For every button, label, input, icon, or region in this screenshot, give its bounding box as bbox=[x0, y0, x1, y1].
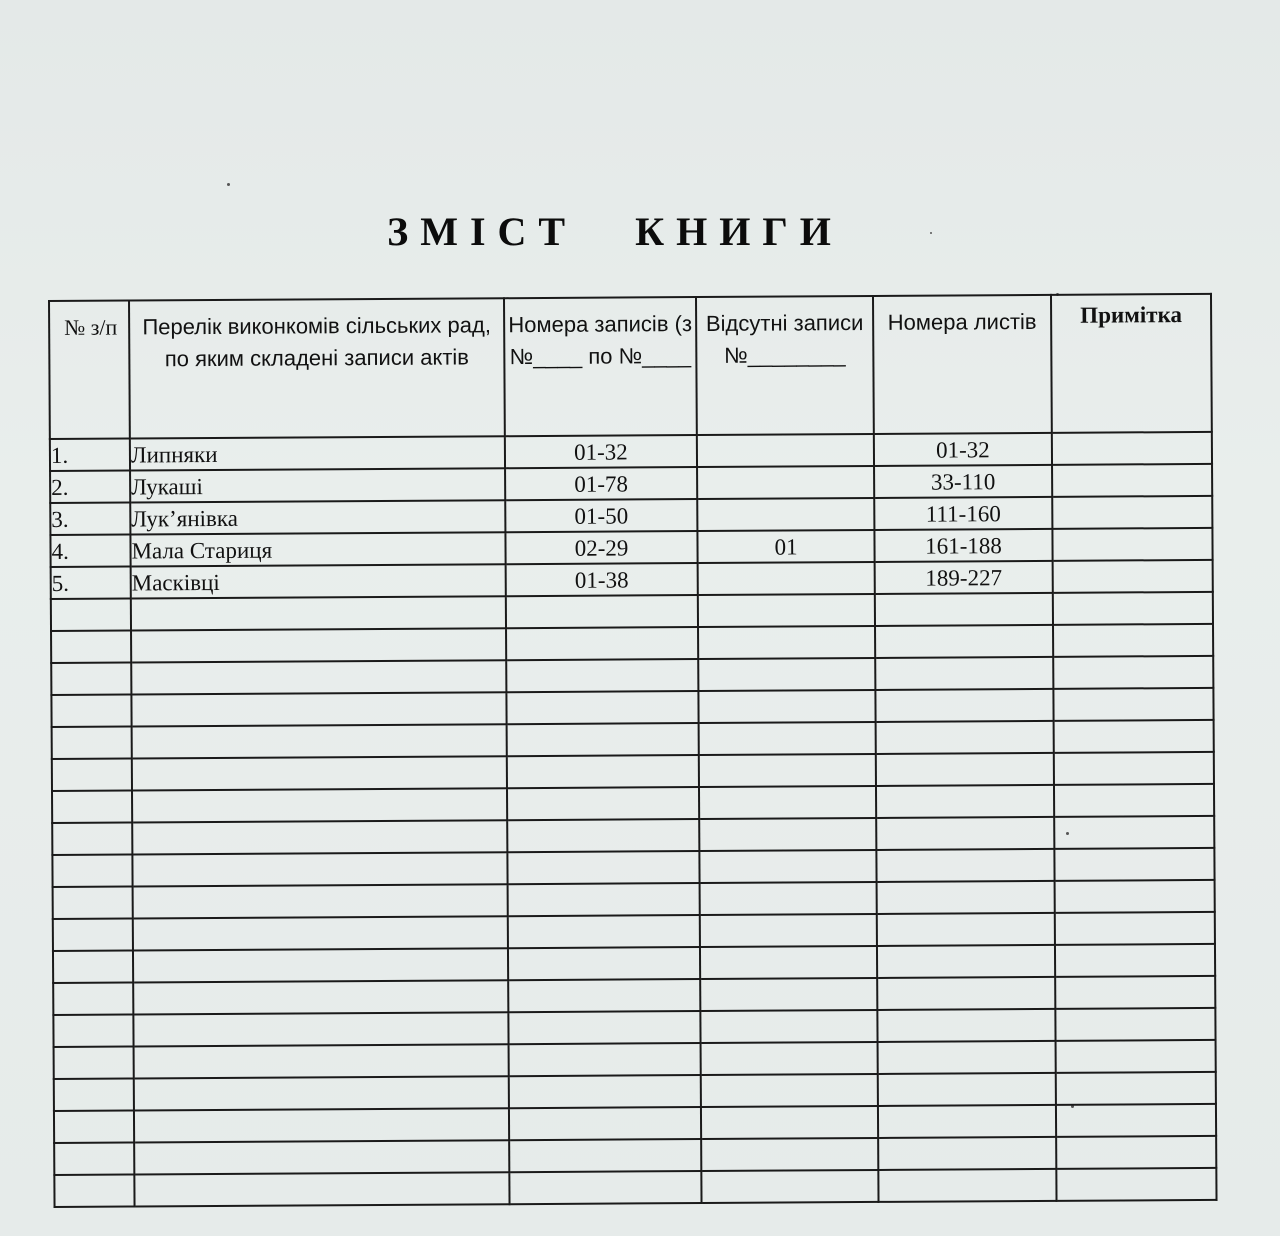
empty-cell bbox=[53, 886, 133, 918]
header-council-list: Перелік виконкомів сільських рад, по яким складені записи актів bbox=[129, 298, 505, 438]
empty-cell bbox=[132, 724, 507, 758]
empty-cell bbox=[701, 1074, 878, 1107]
empty-cell bbox=[700, 978, 877, 1011]
row-number: 5. bbox=[51, 567, 131, 599]
empty-cell bbox=[1054, 848, 1214, 881]
missing-records: 01 bbox=[697, 530, 874, 563]
empty-cell bbox=[54, 1174, 134, 1206]
empty-cell bbox=[133, 1012, 508, 1046]
empty-cell bbox=[508, 1011, 700, 1044]
empty-cell bbox=[1054, 752, 1214, 785]
empty-cell bbox=[506, 659, 698, 692]
empty-cell bbox=[699, 754, 876, 787]
empty-cell bbox=[875, 625, 1053, 658]
header-note: Примітка bbox=[1051, 294, 1212, 433]
empty-cell bbox=[876, 849, 1054, 882]
empty-cell bbox=[508, 947, 700, 980]
empty-cell bbox=[1054, 720, 1214, 753]
empty-cell bbox=[701, 1106, 878, 1139]
council-name: Лукаші bbox=[130, 468, 505, 502]
empty-cell bbox=[51, 694, 131, 726]
document-title: ЗМІСТ КНИГИ bbox=[387, 209, 843, 254]
empty-cell bbox=[133, 884, 508, 918]
empty-cell bbox=[53, 1014, 133, 1046]
empty-cell bbox=[876, 817, 1054, 850]
record-range: 01-32 bbox=[505, 435, 697, 468]
missing-records bbox=[697, 498, 874, 531]
empty-cell bbox=[876, 721, 1054, 754]
council-name: Мала Стариця bbox=[130, 532, 505, 566]
note-cell bbox=[1052, 496, 1212, 529]
row-number: 2. bbox=[50, 471, 130, 503]
empty-cell bbox=[1053, 624, 1213, 657]
empty-cell bbox=[1055, 1008, 1215, 1041]
empty-cell bbox=[700, 1010, 877, 1043]
empty-cell bbox=[1055, 976, 1215, 1009]
empty-cell bbox=[699, 818, 876, 851]
row-number: 3. bbox=[50, 503, 130, 535]
empty-cell bbox=[700, 946, 877, 979]
empty-cell bbox=[1053, 656, 1213, 689]
empty-cell bbox=[134, 1140, 509, 1174]
empty-cell bbox=[54, 1046, 134, 1078]
missing-records bbox=[697, 434, 874, 467]
empty-cell bbox=[54, 1142, 134, 1174]
record-range: 01-38 bbox=[506, 563, 698, 596]
empty-cell bbox=[131, 660, 506, 694]
empty-cell bbox=[507, 819, 699, 852]
header-record-numbers: Номера записів (з №____ по №____ bbox=[504, 297, 697, 436]
empty-cell bbox=[876, 785, 1054, 818]
note-cell bbox=[1052, 528, 1212, 561]
empty-cell bbox=[132, 820, 507, 854]
empty-cell bbox=[1056, 1040, 1216, 1073]
empty-cell bbox=[133, 948, 508, 982]
empty-cell bbox=[509, 1171, 701, 1204]
empty-cell bbox=[1054, 784, 1214, 817]
table-header-row bbox=[49, 294, 1212, 439]
table-body bbox=[50, 432, 1217, 1207]
empty-cell bbox=[1055, 880, 1215, 913]
empty-cell bbox=[699, 850, 876, 883]
empty-cell bbox=[52, 822, 132, 854]
empty-cell bbox=[133, 916, 508, 950]
empty-cell bbox=[53, 950, 133, 982]
empty-cell bbox=[54, 1110, 134, 1142]
empty-cell bbox=[506, 627, 698, 660]
paper-speck bbox=[227, 183, 230, 186]
empty-cell bbox=[1056, 1136, 1216, 1169]
empty-cell bbox=[506, 595, 698, 628]
empty-cell bbox=[52, 854, 132, 886]
empty-cell bbox=[878, 1137, 1056, 1170]
page-range: 161-188 bbox=[874, 529, 1052, 562]
note-cell bbox=[1053, 560, 1213, 593]
empty-cell bbox=[131, 692, 506, 726]
empty-cell bbox=[877, 977, 1055, 1010]
empty-cell bbox=[700, 914, 877, 947]
empty-cell bbox=[53, 982, 133, 1014]
header-number: № з/п bbox=[49, 301, 130, 439]
record-range: 02-29 bbox=[505, 531, 697, 564]
empty-cell bbox=[509, 1043, 701, 1076]
empty-cell bbox=[875, 593, 1053, 626]
empty-cell bbox=[701, 1042, 878, 1075]
empty-cell bbox=[509, 1075, 701, 1108]
empty-cell bbox=[509, 1139, 701, 1172]
empty-cell bbox=[51, 630, 131, 662]
council-name: Масківці bbox=[131, 564, 506, 598]
empty-cell bbox=[508, 883, 700, 916]
empty-cell bbox=[698, 626, 875, 659]
empty-cell bbox=[698, 594, 875, 627]
empty-cell bbox=[1054, 816, 1214, 849]
record-range: 01-50 bbox=[505, 499, 697, 532]
page-range: 189-227 bbox=[875, 561, 1053, 594]
empty-cell bbox=[508, 915, 700, 948]
empty-cell bbox=[508, 979, 700, 1012]
empty-cell bbox=[875, 657, 1053, 690]
empty-cell bbox=[878, 1073, 1056, 1106]
empty-cell bbox=[1056, 1168, 1216, 1201]
empty-cell bbox=[507, 723, 699, 756]
empty-cell bbox=[1055, 944, 1215, 977]
empty-cell bbox=[877, 1009, 1055, 1042]
empty-cell bbox=[701, 1170, 878, 1203]
empty-cell bbox=[1056, 1072, 1216, 1105]
page-range: 111-160 bbox=[874, 497, 1052, 530]
note-cell bbox=[1052, 464, 1212, 497]
empty-cell bbox=[1053, 688, 1213, 721]
missing-records bbox=[697, 466, 874, 499]
empty-cell bbox=[52, 758, 132, 790]
empty-cell bbox=[877, 913, 1055, 946]
page-range: 01-32 bbox=[874, 433, 1052, 466]
empty-cell bbox=[132, 852, 507, 886]
empty-cell bbox=[134, 1076, 509, 1110]
empty-cell bbox=[698, 690, 875, 723]
empty-cell bbox=[876, 753, 1054, 786]
empty-cell bbox=[53, 918, 133, 950]
council-name: Лук’янівка bbox=[130, 500, 505, 534]
contents-table bbox=[48, 293, 1218, 1208]
row-number: 1. bbox=[50, 439, 130, 471]
empty-cell bbox=[699, 786, 876, 819]
empty-cell bbox=[507, 851, 699, 884]
page-range: 33-110 bbox=[874, 465, 1052, 498]
empty-cell bbox=[1053, 592, 1213, 625]
header-missing-records: Відсутні записи №________ bbox=[696, 296, 874, 435]
empty-cell bbox=[52, 726, 132, 758]
note-cell bbox=[1052, 432, 1212, 465]
empty-cell bbox=[51, 662, 131, 694]
empty-cell bbox=[701, 1138, 878, 1171]
empty-cell bbox=[134, 1044, 509, 1078]
empty-cell bbox=[52, 790, 132, 822]
record-range: 01-78 bbox=[505, 467, 697, 500]
empty-cell bbox=[877, 945, 1055, 978]
empty-cell bbox=[877, 881, 1055, 914]
empty-cell bbox=[700, 882, 877, 915]
empty-cell bbox=[134, 1172, 509, 1206]
header-page-numbers: Номера листів bbox=[873, 295, 1052, 434]
empty-cell bbox=[132, 788, 507, 822]
empty-cell bbox=[507, 755, 699, 788]
empty-cell bbox=[51, 598, 131, 630]
empty-cell bbox=[699, 722, 876, 755]
council-name: Липняки bbox=[130, 436, 505, 470]
empty-cell bbox=[131, 596, 506, 630]
empty-cell bbox=[878, 1169, 1056, 1202]
empty-cell bbox=[878, 1041, 1056, 1074]
empty-cell bbox=[875, 689, 1053, 722]
empty-cell bbox=[698, 658, 875, 691]
row-number: 4. bbox=[50, 535, 130, 567]
empty-cell bbox=[878, 1105, 1056, 1138]
empty-cell bbox=[1056, 1104, 1216, 1137]
empty-cell bbox=[134, 1108, 509, 1142]
empty-cell bbox=[54, 1078, 134, 1110]
empty-table-row bbox=[54, 1168, 1216, 1207]
empty-cell bbox=[509, 1107, 701, 1140]
empty-cell bbox=[132, 756, 507, 790]
empty-cell bbox=[507, 787, 699, 820]
empty-cell bbox=[131, 628, 506, 662]
empty-cell bbox=[506, 691, 698, 724]
missing-records bbox=[698, 562, 875, 595]
empty-cell bbox=[1055, 912, 1215, 945]
empty-cell bbox=[133, 980, 508, 1014]
